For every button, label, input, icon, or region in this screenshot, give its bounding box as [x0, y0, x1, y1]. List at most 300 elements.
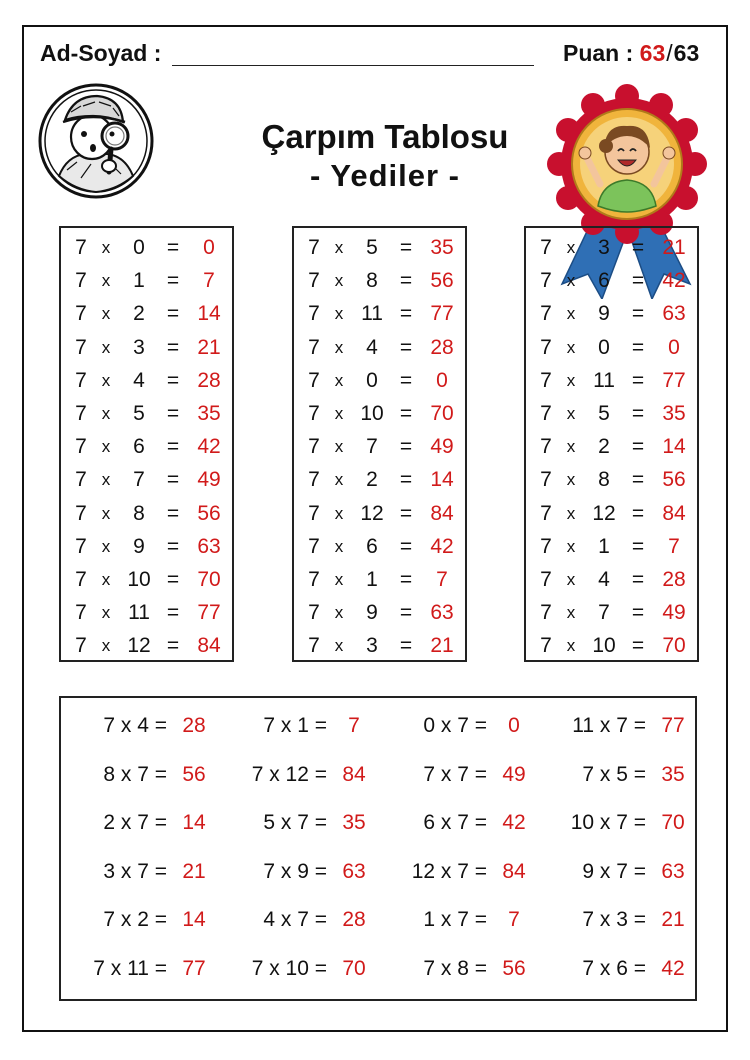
score-total: 63: [673, 40, 700, 66]
product: 21: [662, 236, 686, 259]
multiplier: 5: [598, 402, 610, 425]
practice-expression: 7 x 4 =: [103, 714, 167, 737]
table-row: [61, 628, 236, 661]
multiplier: 6: [366, 534, 378, 558]
multiplicand: 7: [308, 335, 320, 359]
practice-expression: 6 x 7 =: [423, 811, 487, 834]
name-input-line[interactable]: [172, 65, 534, 66]
table-row: [61, 296, 236, 329]
equals-sign: =: [166, 335, 180, 359]
product: 84: [430, 501, 454, 525]
table-row: [294, 562, 469, 595]
multiplier: 7: [366, 435, 378, 459]
multiplier: 6: [133, 435, 145, 459]
multiplicand: 7: [75, 601, 87, 625]
equals-sign: =: [166, 634, 180, 658]
times-sign: x: [334, 304, 344, 324]
times-sign: x: [566, 304, 576, 324]
times-sign: x: [566, 337, 576, 357]
multiplier: 10: [592, 634, 616, 658]
multiplicand: 7: [75, 236, 87, 259]
product: 28: [662, 568, 686, 591]
table-row: [526, 595, 701, 628]
multiplier: 4: [366, 335, 378, 359]
practice-expression: 7 x 12 =: [251, 762, 327, 786]
practice-answer: 14: [182, 908, 206, 931]
product: 14: [197, 302, 221, 326]
equals-sign: =: [631, 368, 645, 392]
times-sign: x: [334, 603, 344, 623]
multiplier: 7: [598, 601, 610, 625]
times-sign: x: [334, 636, 344, 656]
practice-item: [556, 860, 716, 890]
practice-answer: 56: [182, 762, 206, 786]
equals-sign: =: [166, 435, 180, 459]
equals-sign: =: [399, 435, 413, 459]
practice-item: [77, 714, 237, 744]
product: 49: [662, 601, 686, 625]
product: 84: [662, 501, 686, 525]
equals-sign: =: [166, 534, 180, 558]
multiplicand: 7: [75, 568, 87, 591]
multiplier: 10: [127, 568, 151, 591]
multiplier: 3: [366, 634, 378, 658]
page-subtitle: - Yediler -: [310, 158, 460, 193]
equals-sign: =: [399, 501, 413, 525]
product: 49: [197, 468, 221, 492]
times-sign: x: [334, 370, 344, 390]
multiplicand: 7: [75, 402, 87, 425]
table-row: [526, 529, 701, 562]
product: 70: [430, 402, 454, 425]
table-row: [526, 496, 701, 529]
table-row: [61, 496, 236, 529]
product: 28: [430, 335, 454, 359]
multiplicand: 7: [308, 269, 320, 293]
product: 56: [662, 468, 686, 492]
table-row: [294, 230, 469, 263]
equals-sign: =: [399, 634, 413, 658]
multiplier: 10: [360, 402, 384, 425]
page-title: Çarpım Tablosu: [261, 118, 509, 155]
table-row: [61, 396, 236, 429]
product: 0: [203, 236, 215, 259]
table-row: [526, 330, 701, 363]
table-row: [61, 263, 236, 296]
multiplicand: 7: [308, 568, 320, 591]
table-row: [526, 363, 701, 396]
practice-expression: 7 x 11 =: [93, 956, 167, 980]
multiplier: 0: [366, 368, 378, 392]
product: 56: [197, 501, 221, 525]
practice-answer: 21: [182, 859, 206, 883]
table-row: [294, 263, 469, 296]
multiplier: 12: [360, 501, 384, 525]
equals-sign: =: [166, 601, 180, 625]
multiplier: 4: [133, 368, 145, 392]
equals-sign: =: [166, 568, 180, 591]
multiplicand: 7: [540, 402, 552, 425]
multiplicand: 7: [540, 269, 552, 293]
equals-sign: =: [166, 236, 180, 259]
practice-item: [237, 763, 397, 793]
equals-sign: =: [399, 601, 413, 625]
multiplicand: 7: [75, 302, 87, 326]
multiplier: 5: [133, 402, 145, 425]
multiplier: 11: [593, 368, 615, 392]
practice-expression: 7 x 6 =: [582, 956, 646, 980]
product: 42: [662, 269, 686, 293]
practice-expression: 2 x 7 =: [103, 811, 167, 834]
practice-answer: 84: [342, 762, 366, 786]
multiplicand: 7: [540, 236, 552, 259]
times-sign: x: [334, 470, 344, 490]
times-sign: x: [566, 636, 576, 656]
multiplicand: 7: [540, 335, 552, 359]
multiplier: 8: [366, 269, 378, 293]
product: 14: [430, 468, 454, 492]
practice-expression: 10 x 7 =: [570, 811, 646, 834]
practice-expression: 7 x 7 =: [423, 762, 487, 786]
times-sign: x: [334, 536, 344, 556]
practice-answer: 28: [342, 908, 366, 931]
multiplicand: 7: [308, 601, 320, 625]
table-column-3: [524, 226, 699, 662]
practice-answer: 77: [661, 714, 685, 737]
practice-answer: 28: [182, 714, 206, 737]
equals-sign: =: [166, 302, 180, 326]
multiplicand: 7: [540, 534, 552, 558]
practice-answer: 70: [661, 811, 685, 834]
practice-expression: 7 x 2 =: [103, 908, 167, 931]
score-value: 63: [639, 40, 666, 66]
multiplicand: 7: [540, 368, 552, 392]
table-row: [294, 396, 469, 429]
times-sign: x: [566, 536, 576, 556]
times-sign: x: [566, 503, 576, 523]
table-row: [294, 595, 469, 628]
product: 49: [430, 435, 454, 459]
times-sign: x: [101, 404, 111, 423]
practice-expression: 7 x 10 =: [251, 956, 327, 980]
equals-sign: =: [631, 236, 645, 259]
times-sign: x: [101, 536, 111, 556]
multiplier: 9: [366, 601, 378, 625]
table-row: [526, 296, 701, 329]
product: 77: [430, 302, 454, 326]
table-column-2: [292, 226, 467, 662]
practice-answer: 63: [342, 859, 366, 883]
practice-answer: 35: [661, 762, 685, 786]
multiplicand: 7: [75, 269, 87, 293]
table-row: [294, 529, 469, 562]
multiplier: 1: [133, 269, 145, 293]
multiplier: 0: [598, 335, 610, 359]
multiplicand: 7: [540, 568, 552, 591]
multiplicand: 7: [75, 501, 87, 525]
times-sign: x: [101, 437, 111, 457]
multiplier: 8: [598, 468, 610, 492]
practice-expression: 7 x 1 =: [263, 714, 327, 737]
multiplicand: 7: [75, 368, 87, 392]
multiplicand: 7: [540, 468, 552, 492]
product: 42: [430, 534, 454, 558]
practice-item: [77, 860, 237, 890]
multiplier: 0: [133, 236, 145, 259]
table-row: [526, 429, 701, 462]
practice-answer: 7: [508, 908, 520, 931]
practice-expression: 9 x 7 =: [582, 859, 646, 883]
practice-expression: 8 x 7 =: [103, 762, 167, 786]
score-display: [563, 40, 699, 67]
table-row: [294, 429, 469, 462]
practice-item: [556, 908, 716, 938]
equals-sign: =: [631, 335, 645, 359]
multiplicand: 7: [540, 601, 552, 625]
times-sign: x: [334, 503, 344, 523]
equals-sign: =: [399, 534, 413, 558]
practice-item: [77, 763, 237, 793]
table-row: [61, 230, 236, 263]
practice-expression: 4 x 7 =: [263, 908, 327, 931]
practice-answer: 84: [502, 859, 526, 883]
times-sign: x: [566, 437, 576, 457]
practice-item: [237, 811, 397, 841]
practice-item: [237, 957, 397, 987]
equals-sign: =: [631, 302, 645, 326]
table-row: [526, 396, 701, 429]
product: 14: [662, 435, 686, 459]
equals-sign: =: [166, 501, 180, 525]
product: 7: [203, 269, 215, 293]
equals-sign: =: [631, 269, 645, 293]
multiplicand: 7: [75, 534, 87, 558]
equals-sign: =: [166, 468, 180, 492]
practice-answer: 49: [502, 762, 526, 786]
practice-item: [397, 714, 557, 744]
table-row: [526, 230, 701, 263]
equals-sign: =: [166, 269, 180, 293]
times-sign: x: [334, 437, 344, 457]
multiplicand: 7: [540, 634, 552, 658]
practice-item: [556, 957, 716, 987]
multiplicand: 7: [540, 435, 552, 459]
table-row: [526, 628, 701, 661]
multiplicand: 7: [75, 335, 87, 359]
multiplier: 9: [133, 534, 145, 558]
equals-sign: =: [631, 634, 645, 658]
multiplicand: 7: [308, 368, 320, 392]
multiplicand: 7: [75, 634, 87, 658]
table-row: [294, 330, 469, 363]
product: 70: [662, 634, 686, 658]
table-row: [61, 429, 236, 462]
multiplier: 12: [127, 634, 151, 658]
product: 77: [662, 368, 686, 392]
multiplier: 9: [598, 302, 610, 326]
times-sign: x: [101, 503, 111, 523]
practice-answer: 42: [502, 811, 526, 834]
multiplier: 8: [133, 501, 145, 525]
practice-item: [77, 811, 237, 841]
table-row: [526, 562, 701, 595]
name-label: Ad-Soyad :: [40, 40, 162, 66]
multiplier: 6: [598, 269, 610, 293]
multiplicand: 7: [308, 435, 320, 459]
multiplicand: 7: [308, 402, 320, 425]
multiplier: 7: [133, 468, 145, 492]
practice-item: [556, 714, 716, 744]
product: 0: [668, 335, 680, 359]
multiplier: 2: [366, 468, 378, 492]
multiplier: 11: [361, 302, 383, 326]
equals-sign: =: [631, 601, 645, 625]
practice-answer: 7: [348, 714, 360, 737]
multiplicand: 7: [75, 468, 87, 492]
table-row: [294, 296, 469, 329]
equals-sign: =: [399, 236, 413, 259]
product: 63: [430, 601, 454, 625]
practice-item: [397, 908, 557, 938]
times-sign: x: [566, 238, 576, 257]
multiplicand: 7: [308, 236, 320, 259]
product: 63: [662, 302, 686, 326]
times-sign: x: [566, 570, 576, 589]
product: 21: [197, 335, 221, 359]
table-row: [61, 363, 236, 396]
multiplier: 11: [128, 601, 150, 625]
table-row: [526, 462, 701, 495]
practice-answer: 63: [661, 859, 685, 883]
times-sign: x: [566, 603, 576, 623]
multiplier: 12: [592, 501, 616, 525]
table-column-1: [59, 226, 234, 662]
product: 21: [430, 634, 454, 658]
table-row: [294, 628, 469, 661]
times-sign: x: [101, 470, 111, 490]
table-row: [61, 562, 236, 595]
practice-expression: 7 x 5 =: [582, 762, 646, 786]
times-sign: x: [334, 404, 344, 423]
multiplicand: 7: [308, 302, 320, 326]
table-row: [61, 330, 236, 363]
practice-item: [237, 714, 397, 744]
times-sign: x: [334, 271, 344, 291]
practice-grid: [59, 696, 697, 1001]
multiplier: 1: [366, 568, 378, 591]
product: 84: [197, 634, 221, 658]
practice-item: [77, 957, 237, 987]
times-sign: x: [334, 238, 344, 257]
multiplicand: 7: [540, 501, 552, 525]
times-sign: x: [334, 570, 344, 589]
times-sign: x: [101, 570, 111, 589]
practice-expression: 12 x 7 =: [411, 859, 487, 883]
practice-answer: 56: [502, 956, 526, 980]
table-row: [526, 263, 701, 296]
table-row: [61, 462, 236, 495]
table-row: [294, 363, 469, 396]
practice-answer: 21: [661, 908, 685, 931]
practice-expression: 7 x 3 =: [582, 908, 646, 931]
practice-expression: 7 x 9 =: [263, 859, 327, 883]
practice-item: [237, 908, 397, 938]
times-sign: x: [101, 238, 111, 257]
score-separator: /: [666, 40, 673, 66]
equals-sign: =: [166, 368, 180, 392]
multiplicand: 7: [308, 501, 320, 525]
practice-expression: 1 x 7 =: [423, 908, 487, 931]
multiplicand: 7: [308, 534, 320, 558]
table-row: [61, 595, 236, 628]
times-sign: x: [566, 370, 576, 390]
score-label: Puan :: [563, 40, 634, 66]
multiplier: 3: [133, 335, 145, 359]
product: 42: [197, 435, 221, 459]
product: 63: [197, 534, 221, 558]
equals-sign: =: [399, 402, 413, 425]
equals-sign: =: [399, 302, 413, 326]
times-sign: x: [566, 404, 576, 423]
equals-sign: =: [399, 368, 413, 392]
times-sign: x: [334, 337, 344, 357]
times-sign: x: [101, 304, 111, 324]
multiplicand: 7: [308, 468, 320, 492]
product: 0: [436, 368, 448, 392]
detective-boy-icon: [37, 82, 155, 200]
times-sign: x: [566, 470, 576, 490]
product: 35: [430, 236, 454, 259]
practice-item: [397, 811, 557, 841]
practice-item: [237, 860, 397, 890]
equals-sign: =: [399, 468, 413, 492]
equals-sign: =: [399, 568, 413, 591]
product: 56: [430, 269, 454, 293]
practice-item: [397, 957, 557, 987]
equals-sign: =: [631, 568, 645, 591]
practice-expression: 7 x 8 =: [423, 956, 487, 980]
equals-sign: =: [631, 468, 645, 492]
equals-sign: =: [631, 501, 645, 525]
product: 70: [197, 568, 221, 591]
product: 35: [197, 402, 221, 425]
table-row: [61, 529, 236, 562]
practice-item: [397, 860, 557, 890]
table-row: [294, 462, 469, 495]
equals-sign: =: [631, 435, 645, 459]
multiplier: 1: [598, 534, 610, 558]
times-sign: x: [101, 370, 111, 390]
equals-sign: =: [631, 402, 645, 425]
equals-sign: =: [166, 402, 180, 425]
practice-expression: 3 x 7 =: [103, 859, 167, 883]
practice-answer: 35: [342, 811, 366, 834]
product: 28: [197, 368, 221, 392]
practice-answer: 42: [661, 956, 685, 980]
practice-expression: 0 x 7 =: [423, 714, 487, 737]
practice-answer: 0: [508, 714, 520, 737]
practice-answer: 70: [342, 956, 366, 980]
times-sign: x: [101, 271, 111, 291]
multiplicand: 7: [540, 302, 552, 326]
equals-sign: =: [631, 534, 645, 558]
practice-item: [397, 763, 557, 793]
product: 7: [668, 534, 680, 558]
times-sign: x: [101, 636, 111, 656]
practice-item: [77, 908, 237, 938]
equals-sign: =: [399, 335, 413, 359]
product: 35: [662, 402, 686, 425]
